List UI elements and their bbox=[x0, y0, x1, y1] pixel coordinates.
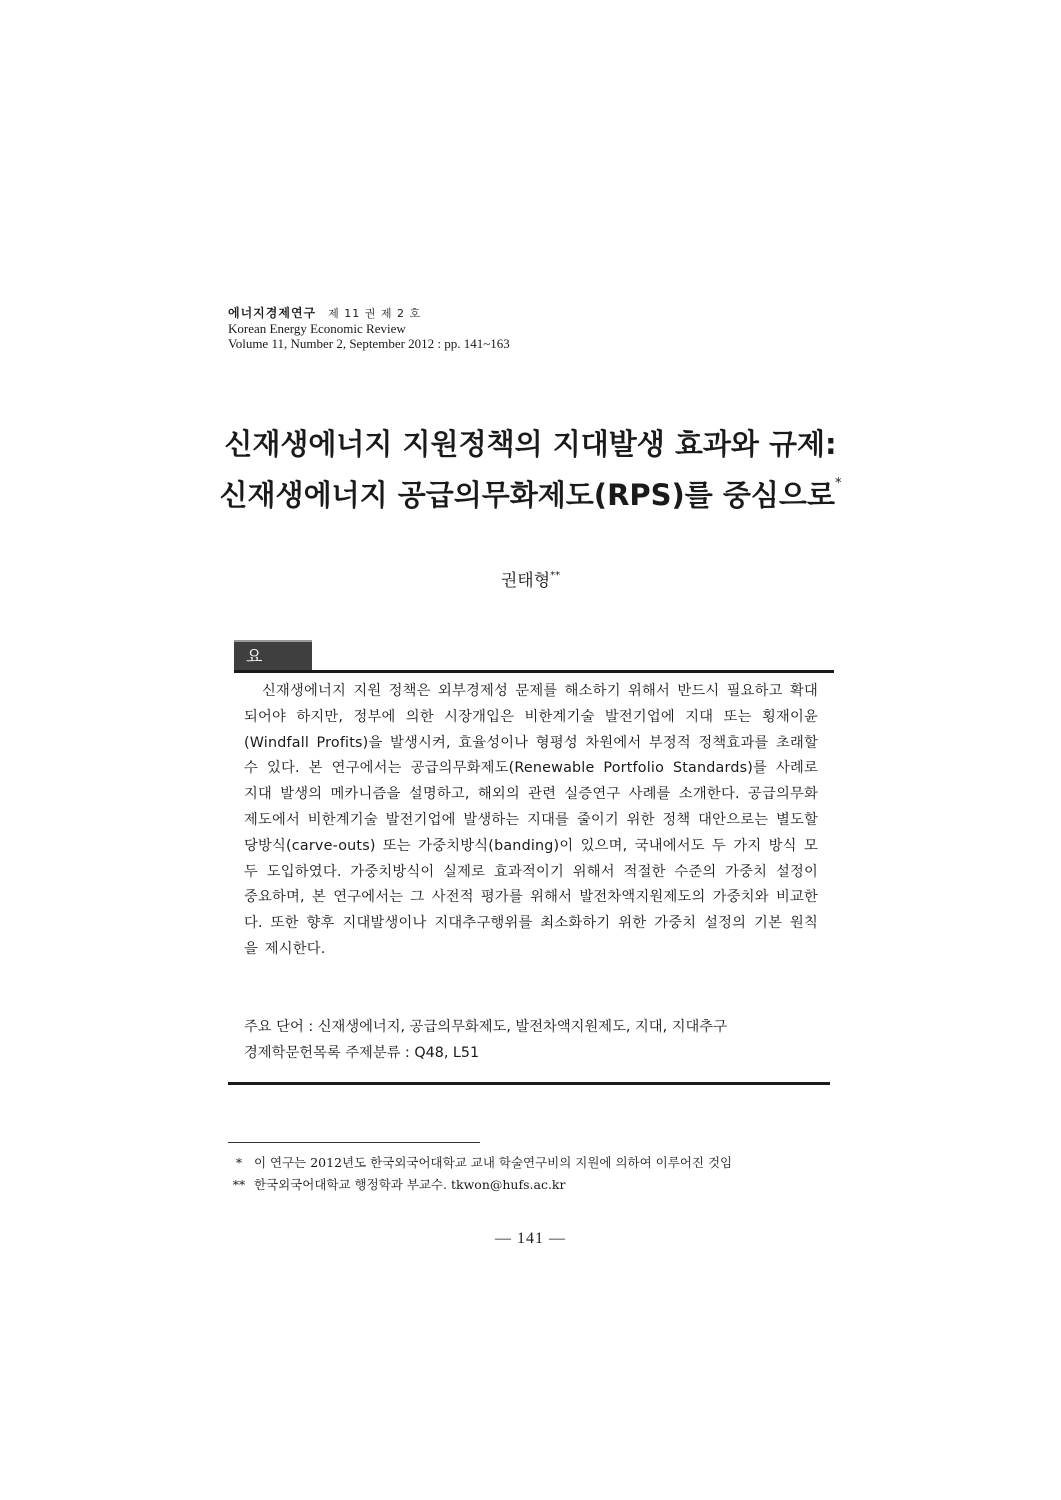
author-footnote-mark: ** bbox=[550, 570, 561, 581]
journal-korean-volume: 제 11 권 제 2 호 bbox=[328, 307, 422, 320]
title-line-2-text: 신재생에너지 공급의무화제도(RPS)를 중심으로 bbox=[219, 478, 835, 512]
footnote-2 bbox=[228, 1174, 848, 1196]
title-footnote-mark: * bbox=[834, 476, 842, 491]
abstract-heading: 요 약 bbox=[234, 640, 312, 671]
footnote-1-mark: * bbox=[235, 1155, 243, 1170]
keywords bbox=[244, 1014, 824, 1066]
page-number: — 141 — bbox=[495, 1230, 566, 1247]
author bbox=[0, 566, 1061, 591]
author-name: 권태형 bbox=[500, 571, 551, 591]
journal-korean-line bbox=[228, 306, 510, 321]
footnote-2-mark: ** bbox=[232, 1177, 246, 1192]
footnote-1-text: 이 연구는 2012년도 한국외국어대학교 교내 학술연구비의 지원에 의하여 이루어진 것임 bbox=[253, 1155, 733, 1170]
journal-korean-name: 에너지경제연구 bbox=[228, 306, 317, 320]
journal-header bbox=[228, 306, 510, 351]
abstract-text: 신재생에너지 지원 정책은 외부경제성 문제를 해소하기 위해서 반드시 필요하고 확대되어야 하지만, 정부에 의한 시장개입은 비한계기술 발전기업에 지대 또는 횡재이윤(Windfall Profits)을 발생시켜, 효율성이나 형평성 차원에서 부정적 정책효과를 초래할 수 있다. 본 연구에서는 공급의무화제도(Renewable Portfolio Standards)를 사례로 지대 발생의 메카니즘을 설명하고, 해외의 관련 실증연구 사례를 소개한다. 공급의무화제도에서 비한계기술 발전기업에 발생하는 지대를 줄이기 위한 정책 대안으로는 별도할당방식(carve-outs) 또는 가중치방식(banding)이 있으며, 국내에서도 두 가지 방식 모두 도입하였다. 가중치방식이 실제로 효과적이기 위해서 적절한 수준의 가중치 설정이 중요하며, 본 연구에서는 그 사전적 평가를 위해서 발전차액지원제도의 가중치와 비교한다. 또한 향후 지대발생이나 지대추구행위를 최소화하기 위한 가중치 설정의 기본 원칙을 제시한다. bbox=[244, 683, 818, 957]
footnote-1 bbox=[228, 1152, 848, 1174]
keywords-line: 주요 단어 : 신재생에너지, 공급의무화제도, 발전차액지원제도, 지대, 지대추구 bbox=[244, 1019, 727, 1035]
title-line-2 bbox=[0, 464, 1061, 515]
footnote-rule bbox=[228, 1142, 480, 1143]
jel-classification-line: 경제학문헌목록 주제분류 : Q48, L51 bbox=[244, 1045, 480, 1061]
footnotes bbox=[228, 1152, 848, 1196]
journal-citation: Volume 11, Number 2, September 2012 : pp. 141~163 bbox=[228, 336, 510, 351]
abstract-top-rule bbox=[234, 670, 834, 673]
abstract-bottom-rule bbox=[228, 1082, 830, 1085]
footnote-2-text: 한국외국어대학교 행정학과 부교수. tkwon@hufs.ac.kr bbox=[253, 1177, 566, 1192]
title-line-1: 신재생에너지 지원정책의 지대발생 효과와 규제: bbox=[224, 427, 837, 461]
journal-english-name: Korean Energy Economic Review bbox=[228, 321, 406, 336]
paper-title bbox=[0, 424, 1061, 515]
